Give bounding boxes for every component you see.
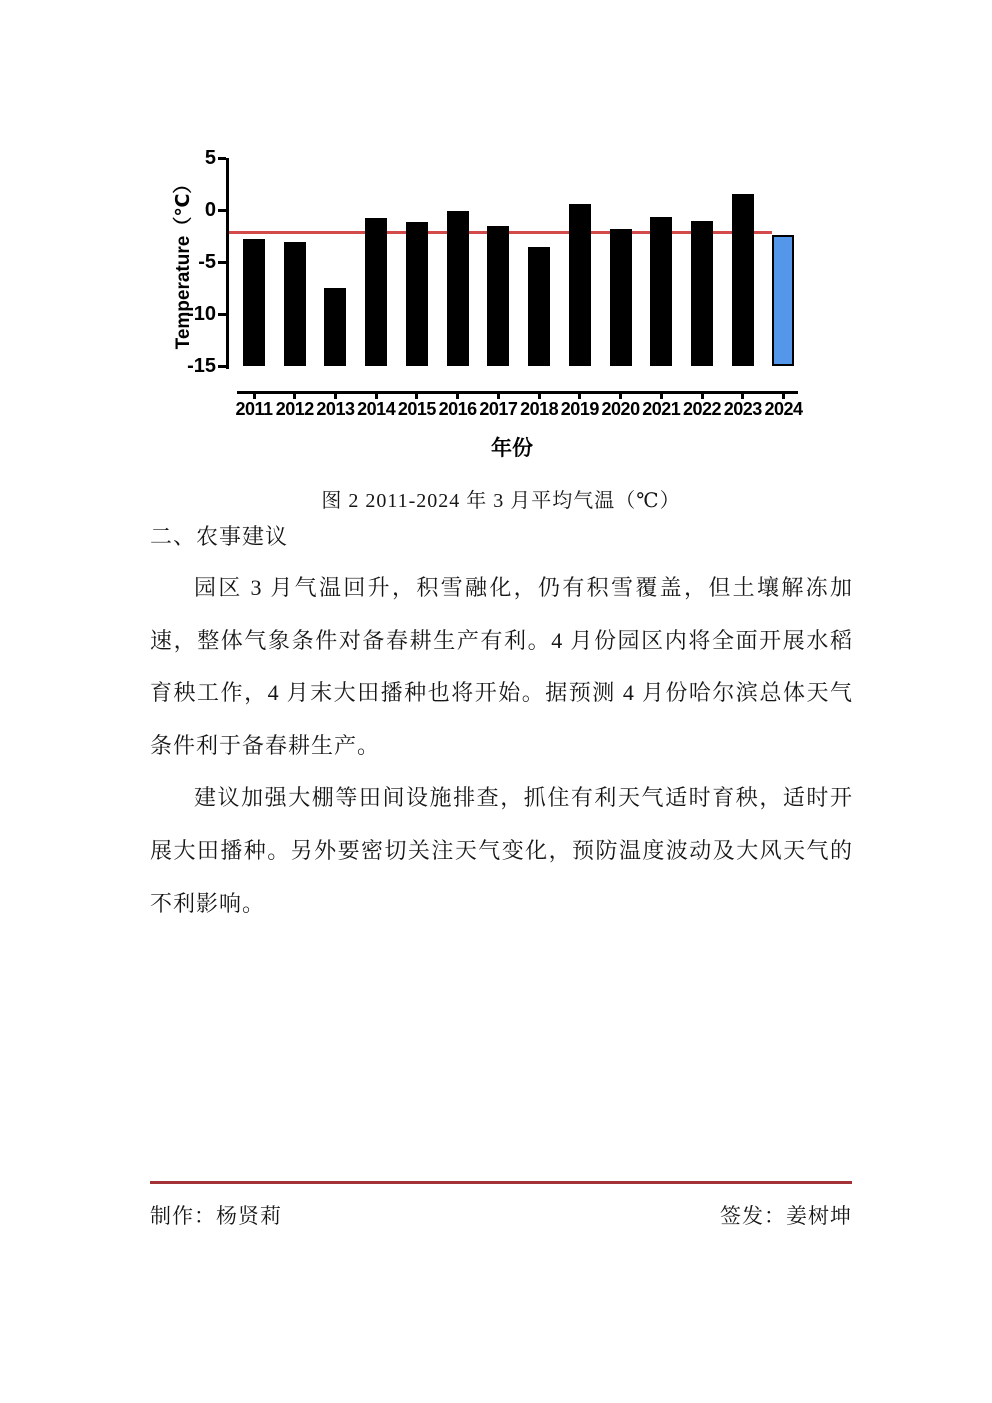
- x-tick: [782, 391, 785, 399]
- x-tick: [456, 391, 459, 399]
- bar-2023: [732, 194, 754, 366]
- x-tick: [375, 391, 378, 399]
- bar-2017: [487, 226, 509, 366]
- x-tick: [741, 391, 744, 399]
- bar-2019: [569, 204, 591, 366]
- x-axis-title: 年份: [491, 437, 533, 460]
- x-tick: [619, 391, 622, 399]
- y-tick: [218, 209, 226, 212]
- x-axis-line: [237, 391, 798, 394]
- bar-2011: [243, 239, 265, 366]
- y-tick-label: -15: [187, 355, 216, 377]
- y-tick-label: 5: [204, 147, 216, 169]
- body-text: [150, 562, 853, 930]
- issuer-label: 签发：姜树坤: [720, 1204, 852, 1228]
- bar-2024: [772, 235, 794, 366]
- footer: [150, 1200, 852, 1230]
- x-tick-label: 2012: [275, 399, 314, 419]
- y-axis-line: [226, 158, 229, 369]
- bar-2020: [610, 229, 632, 366]
- y-tick: [218, 313, 226, 316]
- x-tick: [538, 391, 541, 399]
- y-tick-label: 0: [204, 199, 216, 221]
- x-tick-label: 2015: [397, 399, 436, 419]
- producer-label: 制作：杨贤莉: [150, 1204, 282, 1228]
- x-tick: [334, 391, 337, 399]
- figure-caption: 图 2 2011-2024 年 3 月平均气温（℃）: [321, 490, 681, 512]
- bar-2015: [406, 222, 428, 366]
- x-tick-label: 2023: [723, 399, 762, 419]
- section-heading: 二、农事建议: [150, 524, 289, 549]
- paragraph-1: 园区 3 月气温回升，积雪融化，仍有积雪覆盖，但土壤解冻加速，整体气象条件对备春耕生产有利。4 月份园区内将全面开展水稻育秧工作，4 月末大田播种也将开始。据预测 4 月份哈尔滨总体天气条件利于备春耕生产。: [150, 575, 853, 758]
- x-tick-label: 2016: [438, 399, 477, 419]
- x-tick-label: 2018: [520, 399, 559, 419]
- x-tick-label: 2024: [764, 399, 803, 419]
- x-tick: [578, 391, 581, 399]
- y-tick-label: -5: [198, 251, 216, 273]
- y-tick: [218, 365, 226, 368]
- x-tick-label: 2019: [560, 399, 599, 419]
- y-tick: [218, 157, 226, 160]
- x-tick: [415, 391, 418, 399]
- footer-divider: [150, 1181, 852, 1184]
- x-tick-label: 2013: [316, 399, 355, 419]
- x-tick-label: 2014: [357, 399, 396, 419]
- x-tick: [497, 391, 500, 399]
- bar-2021: [650, 217, 672, 366]
- bar-2018: [528, 247, 550, 366]
- x-tick: [293, 391, 296, 399]
- temperature-chart: [150, 140, 840, 475]
- x-tick-label: 2021: [642, 399, 681, 419]
- x-tick: [660, 391, 663, 399]
- y-axis-title: Temperature（℃）: [173, 174, 194, 350]
- x-tick-label: 2017: [479, 399, 518, 419]
- y-tick: [218, 261, 226, 264]
- x-tick-label: 2020: [601, 399, 640, 419]
- x-tick-label: 2022: [682, 399, 722, 419]
- bar-2014: [365, 218, 387, 366]
- bar-2022: [691, 221, 713, 366]
- paragraph-2: 建议加强大棚等田间设施排查，抓住有利天气适时育秧，适时开展大田播种。另外要密切关注天气变化，预防温度波动及大风天气的不利影响。: [150, 785, 853, 916]
- x-tick: [253, 391, 256, 399]
- bar-2016: [447, 211, 469, 366]
- bar-2012: [284, 242, 306, 366]
- x-tick-label: 2011: [235, 399, 273, 419]
- x-tick: [701, 391, 704, 399]
- y-tick-label: -10: [187, 303, 216, 325]
- bar-2013: [324, 288, 346, 366]
